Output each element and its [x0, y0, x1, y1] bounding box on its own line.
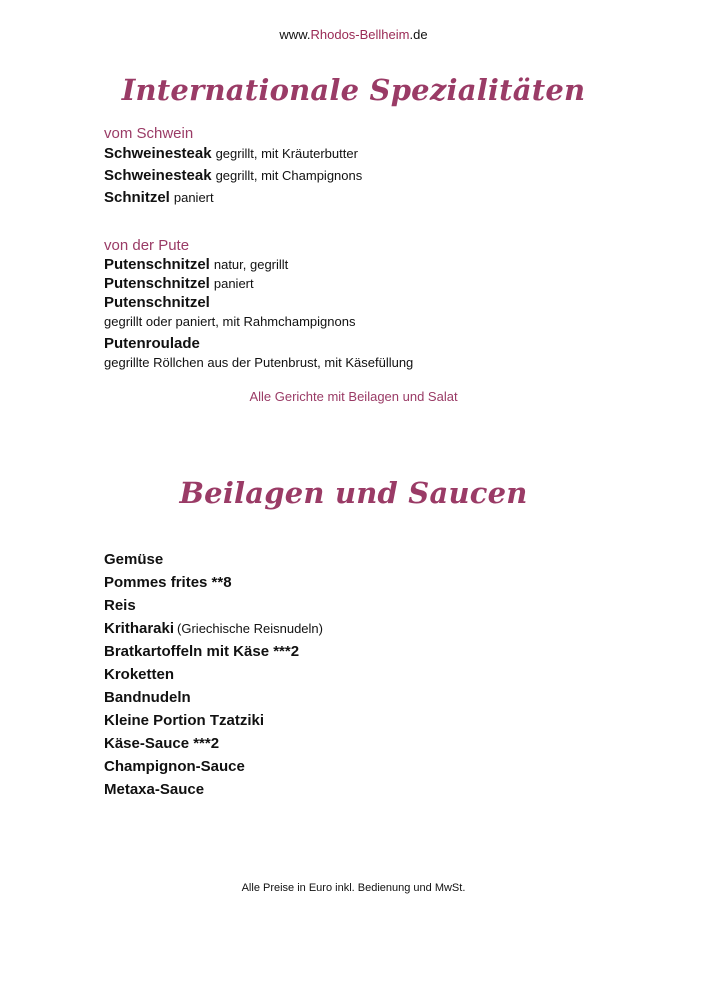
dish-name: Schweinesteak — [104, 145, 212, 162]
side-item — [104, 640, 323, 663]
dish-description: paniert — [173, 190, 214, 205]
dish-description: gegrillt, mit Champignons — [215, 168, 363, 183]
dish-name: Putenschnitzel — [104, 256, 210, 273]
side-item-name: Metaxa-Sauce — [104, 781, 205, 798]
website-url[interactable] — [0, 27, 707, 42]
menu-item — [104, 255, 664, 274]
dish-description: natur, gegrillt — [213, 257, 289, 272]
menu-item — [104, 143, 664, 165]
specialties-heading: Internationale Spezialitäten — [121, 73, 586, 107]
url-highlight: Rhodos-Bellheim — [310, 27, 410, 42]
side-item-name: Pommes frites **8 — [104, 574, 232, 591]
turkey-section — [104, 236, 664, 372]
side-item-name: Gemüse — [104, 551, 164, 568]
url-suffix: .de — [409, 27, 428, 42]
dish-name: Schweinesteak — [104, 167, 212, 184]
side-item-name: Käse-Sauce ***2 — [104, 735, 220, 752]
side-item — [104, 755, 323, 778]
dish-name: Schnitzel — [104, 189, 170, 206]
sides-list — [104, 548, 323, 801]
price-footnote: Alle Preise in Euro inkl. Bedienung und MwSt. — [241, 882, 466, 894]
dish-description: gegrillt, mit Kräuterbutter — [215, 146, 358, 161]
side-item-name: Kritharaki — [104, 620, 175, 637]
side-item — [104, 778, 323, 801]
menu-item — [104, 293, 664, 331]
url-prefix: www. — [279, 27, 311, 42]
side-dishes-note: Alle Gerichte mit Beilagen und Salat — [249, 389, 458, 404]
side-item — [104, 709, 323, 732]
dish-name: Putenschnitzel — [104, 294, 210, 311]
dish-name: Putenschnitzel — [104, 275, 210, 292]
side-item-name: Bandnudeln — [104, 689, 191, 706]
side-item-name: Kleine Portion Tzatziki — [104, 712, 265, 729]
side-item — [104, 571, 323, 594]
dish-name: Putenroulade — [104, 335, 200, 352]
pork-group-title: vom Schwein — [104, 125, 194, 142]
side-item — [104, 617, 323, 640]
side-item-name: Reis — [104, 597, 136, 614]
side-item-note: (Griechische Reisnudeln) — [177, 621, 323, 636]
turkey-group-title: von der Pute — [104, 237, 190, 254]
dish-description: paniert — [213, 276, 254, 291]
side-item — [104, 548, 323, 571]
menu-item — [104, 274, 664, 293]
dish-description: gegrillte Röllchen aus der Putenbrust, mit Käsefüllung — [104, 355, 414, 370]
side-item-name: Champignon-Sauce — [104, 758, 245, 775]
menu-item — [104, 187, 664, 209]
side-item-name: Bratkartoffeln mit Käse ***2 — [104, 643, 300, 660]
side-item — [104, 663, 323, 686]
side-item-name: Kroketten — [104, 666, 175, 683]
menu-item — [104, 165, 664, 187]
sides-heading: Beilagen und Saucen — [179, 476, 528, 510]
side-item — [104, 732, 323, 755]
side-item — [104, 594, 323, 617]
side-item — [104, 686, 323, 709]
pork-section — [104, 124, 664, 209]
menu-item — [104, 334, 664, 372]
dish-description: gegrillt oder paniert, mit Rahmchampignons — [104, 314, 356, 329]
